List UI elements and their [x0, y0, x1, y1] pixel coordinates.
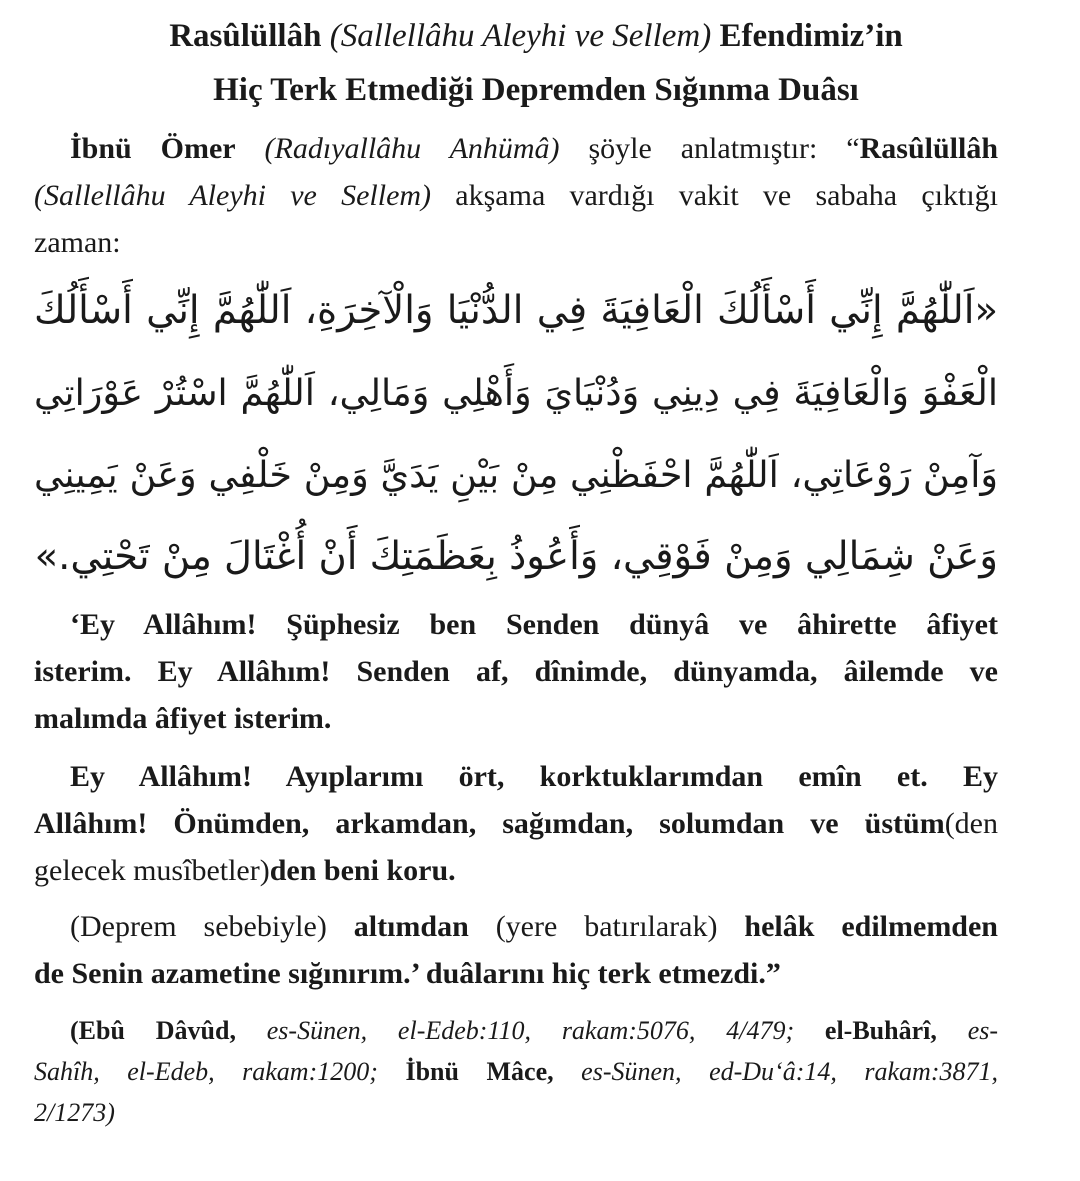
src-2-author: el-Buhârî,	[824, 1016, 937, 1045]
arabic-line-2: الْعَفْوَ وَالْعَافِيَةَ فِي دِينِي وَدُنْيَايَ وَأَهْلِي وَمَالِي، اَللّٰهُمَّ اسْتُرْ عَوْرَاتِي	[34, 371, 998, 414]
tr1-line-1-text: ‘Ey Allâhım! Şüphesiz ben Senden dünyâ ve âhirette âfiyet	[70, 608, 998, 641]
tr1-line-1	[34, 601, 998, 648]
tr1-line-3	[34, 695, 998, 742]
tr3-d: helâk edilmemden	[744, 910, 998, 943]
tr2-line-3-normal: gelecek musîbetler)	[34, 854, 270, 887]
src-line-1	[34, 1010, 998, 1051]
title-line-1	[40, 16, 1032, 56]
title-efendimiz: Efendimiz’in	[719, 18, 903, 54]
tr3-c: (yere batırılarak)	[495, 910, 718, 943]
intro-line-2	[34, 172, 998, 219]
intro-text-b: akşama vardığı vakit ve sabaha çıktığı	[455, 179, 999, 212]
tr3-line-1	[34, 903, 998, 950]
tr1-line-2-text: isterim. Ey Allâhım! Senden af, dînimde, dünyamda, âilemde ve	[34, 655, 998, 688]
src-3-ref: es-Sünen, ed-Du‘â:14, rakam:3871,	[581, 1057, 998, 1086]
src-1-author: Ebû Dâvûd,	[78, 1016, 236, 1045]
arabic-line-4: وَعَنْ شِمَالِي وَمِنْ فَوْقِي، وَأَعُوذُ بِعَظَمَتِكَ أَنْ أُغْتَالَ مِنْ تَحْتِي.»	[34, 534, 998, 579]
tr3-b: altımdan	[353, 910, 469, 943]
src-open-paren: (	[70, 1016, 79, 1045]
intro-text-a: şöyle anlatmıştır: “	[588, 132, 860, 165]
src-line-2	[34, 1051, 998, 1092]
intro-paragraph	[34, 125, 998, 266]
tr2-line-2-bold: Allâhım! Önümden, arkamdan, sağımdan, solumdan ve üstüm	[34, 807, 945, 840]
title-line-2	[40, 70, 1032, 110]
tr2-line-1	[34, 753, 998, 800]
tr2-line-3-bold: den beni koru.	[269, 854, 456, 887]
tr2-line-1-text: Ey Allâhım! Ayıplarımı ört, korktuklarımdan emîn et. Ey	[70, 760, 998, 793]
intro-prophet-name: Rasûlüllâh	[859, 132, 999, 165]
intro-line-1	[34, 125, 998, 172]
tr1-line-3-text: malımda âfiyet isterim.	[34, 702, 332, 735]
translation-paragraph-1	[34, 601, 998, 742]
translation-paragraph-2	[34, 753, 998, 894]
sources-paragraph	[34, 1010, 998, 1133]
title-prophet-name: Rasûlüllâh	[169, 18, 322, 54]
arabic-line-1: «اَللّٰهُمَّ إِنِّي أَسْأَلُكَ الْعَافِيَةَ فِي الدُّنْيَا وَالْآخِرَةِ، اَللّٰهُمَّ إِنِّي أَسْأَلُكَ	[34, 288, 998, 333]
tr2-line-2	[34, 800, 998, 847]
arabic-line-3: وَآمِنْ رَوْعَاتِي، اَللّٰهُمَّ احْفَظْنِي مِنْ بَيْنِ يَدَيَّ وَمِنْ خَلْفِي وَعَنْ يَمِينِي	[34, 453, 998, 496]
title-subject: Hiç Terk Etmediği Depremden Sığınma Duâsı	[213, 72, 859, 108]
tr3-a: (Deprem sebebiyle)	[70, 910, 327, 943]
src-2-ref-b: Sahîh, el-Edeb, rakam:1200;	[34, 1057, 378, 1086]
tr2-line-2-normal: (den	[944, 807, 998, 840]
src-3-tail: 2/1273)	[34, 1098, 115, 1127]
tr1-line-2	[34, 648, 998, 695]
tr2-line-3	[34, 847, 998, 894]
translation-paragraph-3	[34, 903, 998, 997]
narrator-honorific: (Radıyallâhu Anhümâ)	[264, 132, 560, 165]
src-1-ref: es-Sünen, el-Edeb:110, rakam:5076, 4/479;	[266, 1016, 795, 1045]
src-2-ref-a: es-	[967, 1016, 999, 1045]
src-line-3	[34, 1092, 998, 1133]
title-honorific: (Sallellâhu Aleyhi ve Sellem)	[329, 18, 712, 54]
narrator-name: İbnü Ömer	[70, 132, 236, 165]
tr3-line-2	[34, 950, 998, 997]
tr3-line-2-text: de Senin azametine sığınırım.’ duâlarını hiç terk etmezdi.”	[34, 957, 781, 990]
intro-line-3	[34, 219, 998, 266]
src-3-author: İbnü Mâce,	[405, 1057, 554, 1086]
intro-text-c: zaman:	[34, 226, 121, 259]
intro-prophet-honorific: (Sallellâhu Aleyhi ve Sellem)	[34, 179, 432, 212]
arabic-dua	[34, 270, 998, 598]
